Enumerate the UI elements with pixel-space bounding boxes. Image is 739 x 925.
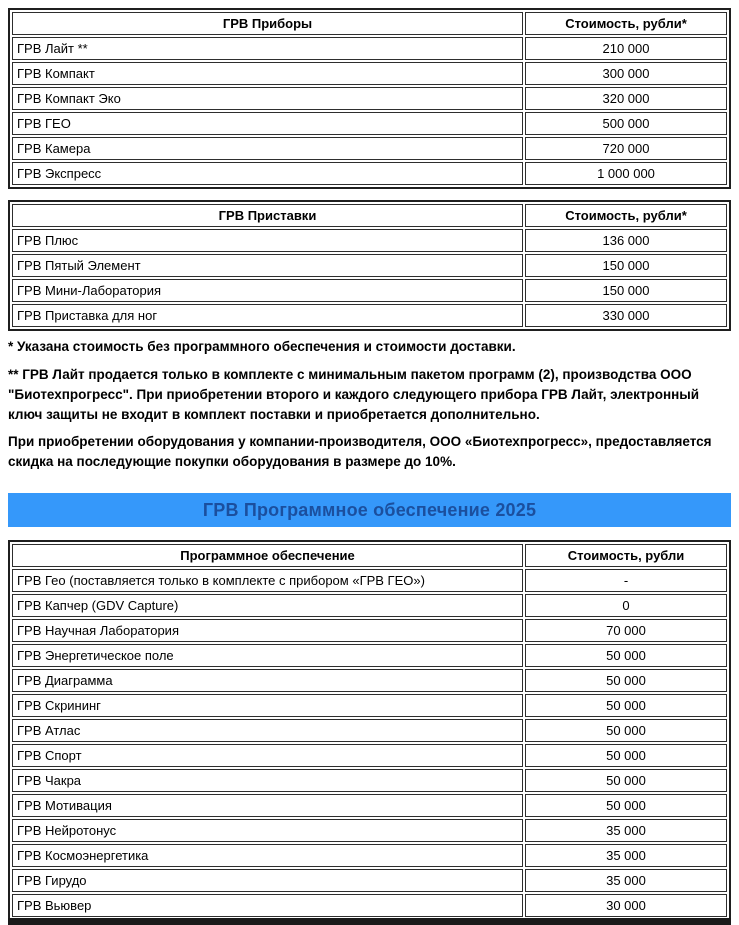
price-cell: 50 000 — [525, 744, 727, 767]
product-name-cell: ГРВ Атлас — [12, 719, 523, 742]
price-cell: - — [525, 569, 727, 592]
product-name-cell: ГРВ Научная Лаборатория — [12, 619, 523, 642]
table-row — [12, 619, 727, 642]
software-price-table — [8, 540, 731, 921]
table-row — [12, 769, 727, 792]
price-cell: 1 000 000 — [525, 162, 727, 185]
product-name-cell: ГРВ Диаграмма — [12, 669, 523, 692]
product-name-cell: ГРВ Чакра — [12, 769, 523, 792]
product-name-cell: ГРВ Пятый Элемент — [12, 254, 523, 277]
table-row — [12, 254, 727, 277]
table-row — [12, 162, 727, 185]
table-row — [12, 694, 727, 717]
product-name-cell: ГРВ Мотивация — [12, 794, 523, 817]
price-cell: 720 000 — [525, 137, 727, 160]
price-cell: 150 000 — [525, 254, 727, 277]
table-row — [12, 794, 727, 817]
software-section-title: ГРВ Программное обеспечение 2025 — [202, 499, 537, 520]
product-name-cell: ГРВ Камера — [12, 137, 523, 160]
table-row — [12, 112, 727, 135]
price-cell: 35 000 — [525, 869, 727, 892]
product-name-cell: ГРВ Космоэнергетика — [12, 844, 523, 867]
price-cell: 50 000 — [525, 794, 727, 817]
devices-column-header: ГРВ Приборы — [12, 12, 523, 35]
product-name-cell: ГРВ Спорт — [12, 744, 523, 767]
table-row — [12, 669, 727, 692]
clipped-next-row-edge — [8, 918, 731, 925]
product-name-cell: ГРВ Гирудо — [12, 869, 523, 892]
price-cell: 30 000 — [525, 894, 727, 917]
product-name-cell: ГРВ Компакт Эко — [12, 87, 523, 110]
price-cell: 0 — [525, 594, 727, 617]
attachments-price-table — [8, 200, 731, 331]
product-name-cell: ГРВ Плюс — [12, 229, 523, 252]
software-price-column-header: Стоимость, рубли — [525, 544, 727, 567]
price-cell: 320 000 — [525, 87, 727, 110]
product-name-cell: ГРВ Скрининг — [12, 694, 523, 717]
price-cell: 150 000 — [525, 279, 727, 302]
note-manufacturer-discount: При приобретении оборудования у компании-производителя, ООО «Биотехпрогресс», предоставляется скидка на последующие покупки оборудования в размере до 10%. — [8, 434, 712, 469]
devices-price-table — [8, 8, 731, 189]
table-row — [12, 137, 727, 160]
price-cell: 330 000 — [525, 304, 727, 327]
software-section-banner — [8, 493, 731, 527]
table-row — [12, 229, 727, 252]
table-row — [12, 844, 727, 867]
attachments-price-column-header: Стоимость, рубли* — [525, 204, 727, 227]
software-column-header: Программное обеспечение — [12, 544, 523, 567]
note-software-excluded: * Указана стоимость без программного обеспечения и стоимости доставки. — [8, 339, 516, 354]
table-row — [12, 87, 727, 110]
table-row — [12, 594, 727, 617]
price-cell: 50 000 — [525, 719, 727, 742]
table-header-row — [12, 544, 727, 567]
product-name-cell: ГРВ ГЕО — [12, 112, 523, 135]
table-row — [12, 304, 727, 327]
price-cell: 210 000 — [525, 37, 727, 60]
price-cell: 50 000 — [525, 694, 727, 717]
product-name-cell: ГРВ Энергетическое поле — [12, 644, 523, 667]
product-name-cell: ГРВ Экспресс — [12, 162, 523, 185]
table-row — [12, 569, 727, 592]
product-name-cell: ГРВ Лайт ** — [12, 37, 523, 60]
price-cell: 500 000 — [525, 112, 727, 135]
price-cell: 136 000 — [525, 229, 727, 252]
devices-price-column-header: Стоимость, рубли* — [525, 12, 727, 35]
price-cell: 50 000 — [525, 669, 727, 692]
attachments-column-header: ГРВ Приставки — [12, 204, 523, 227]
note-grv-light-bundle: ** ГРВ Лайт продается только в комплекте с минимальным пакетом программ (2), производства ООО "Биотехпрогресс". При приобретении второго и каждого следующего прибора ГРВ Лайт, электронный ключ защиты не входит в комплект поставки и приобретается дополнительно. — [8, 367, 700, 422]
table-header-row — [12, 12, 727, 35]
price-cell: 50 000 — [525, 769, 727, 792]
product-name-cell: ГРВ Приставка для ног — [12, 304, 523, 327]
table-row — [12, 894, 727, 917]
product-name-cell: ГРВ Компакт — [12, 62, 523, 85]
table-row — [12, 644, 727, 667]
product-name-cell: ГРВ Вьювер — [12, 894, 523, 917]
table-row — [12, 744, 727, 767]
product-name-cell: ГРВ Мини-Лаборатория — [12, 279, 523, 302]
product-name-cell: ГРВ Нейротонус — [12, 819, 523, 842]
table-row — [12, 719, 727, 742]
product-name-cell: ГРВ Гео (поставляется только в комплекте с прибором «ГРВ ГЕО») — [12, 569, 523, 592]
product-name-cell: ГРВ Капчер (GDV Capture) — [12, 594, 523, 617]
price-cell: 35 000 — [525, 844, 727, 867]
table-row — [12, 62, 727, 85]
price-cell: 70 000 — [525, 619, 727, 642]
table-row — [12, 279, 727, 302]
table-row — [12, 869, 727, 892]
table-header-row — [12, 204, 727, 227]
price-cell: 300 000 — [525, 62, 727, 85]
table-row — [12, 37, 727, 60]
price-cell: 50 000 — [525, 644, 727, 667]
price-cell: 35 000 — [525, 819, 727, 842]
table-row — [12, 819, 727, 842]
